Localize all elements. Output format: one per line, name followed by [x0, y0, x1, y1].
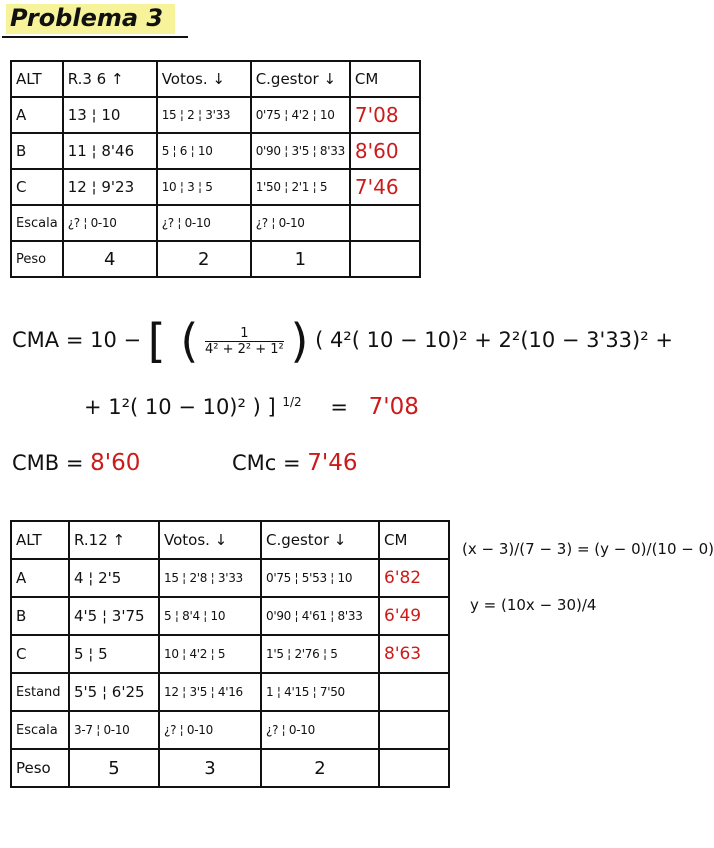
cell-r12: 3-7 ¦ 0-10 [69, 711, 159, 749]
table-row [11, 133, 420, 169]
side-formula-line1: (x − 3)/(7 − 3) = (y − 0)/(10 − 0) [462, 540, 714, 558]
formula-cmb-value: 8'60 [90, 450, 141, 476]
header-cgestor: C.gestor ↓ [251, 61, 350, 97]
cell-cgestor: ¿? ¦ 0-10 [261, 711, 379, 749]
formula-cma-result: 7'08 [368, 394, 419, 420]
open-bracket: [ ( [147, 314, 199, 368]
header-cgestor: C.gestor ↓ [261, 521, 379, 559]
formula-cmc-label: CMc = [232, 451, 301, 475]
cell-cm: 6'49 [379, 597, 449, 635]
table-header-row [11, 521, 449, 559]
cell-votos: ¿? ¦ 0-10 [159, 711, 261, 749]
table-row [11, 97, 420, 133]
row-label: C [11, 169, 63, 205]
row-label: Escala [11, 205, 63, 241]
table-row [11, 597, 449, 635]
cell-votos: 10 ¦ 3 ¦ 5 [157, 169, 251, 205]
cell-cm: 8'60 [350, 133, 420, 169]
cell-votos: 15 ¦ 2'8 ¦ 3'33 [159, 559, 261, 597]
cell-r12: 4'5 ¦ 3'75 [69, 597, 159, 635]
header-alt: ALT [11, 61, 63, 97]
close-paren: ) [290, 314, 309, 368]
cell-cgestor: 1'50 ¦ 2'1 ¦ 5 [251, 169, 350, 205]
cell-votos: 12 ¦ 3'5 ¦ 4'16 [159, 673, 261, 711]
fraction-numerator: 1 [205, 326, 284, 342]
cell-r36: ¿? ¦ 0-10 [63, 205, 157, 241]
table-row [11, 711, 449, 749]
row-label: Escala [11, 711, 69, 749]
cell-cgestor: 0'90 ¦ 3'5 ¦ 8'33 [251, 133, 350, 169]
cell-cm [379, 673, 449, 711]
table-row [11, 749, 449, 787]
cell-cgestor: ¿? ¦ 0-10 [251, 205, 350, 241]
formula-cma-part1: ( 4²( 10 − 10)² + 2²(10 − 3'33)² + [315, 328, 673, 352]
cell-r12: 5 ¦ 5 [69, 635, 159, 673]
cell-cgestor: 0'90 ¦ 4'61 ¦ 8'33 [261, 597, 379, 635]
row-label: B [11, 597, 69, 635]
page-title: Problema 3 [6, 4, 175, 34]
cell-cm: 7'08 [350, 97, 420, 133]
formula-cma-line1 [12, 314, 673, 368]
cell-votos: 5 ¦ 8'4 ¦ 10 [159, 597, 261, 635]
cell-r36: 4 [63, 241, 157, 277]
cell-r12: 4 ¦ 2'5 [69, 559, 159, 597]
header-alt: ALT [11, 521, 69, 559]
formula-cmc [232, 450, 358, 476]
header-r12: R.12 ↑ [69, 521, 159, 559]
cell-cgestor: 0'75 ¦ 5'53 ¦ 10 [261, 559, 379, 597]
formula-cma-line2 [84, 394, 419, 420]
header-votos: Votos. ↓ [159, 521, 261, 559]
cell-votos: 10 ¦ 4'2 ¦ 5 [159, 635, 261, 673]
row-label: C [11, 635, 69, 673]
table-problem3-part1 [10, 60, 421, 278]
cell-cgestor: 0'75 ¦ 4'2 ¦ 10 [251, 97, 350, 133]
formula-cma-fraction [205, 326, 284, 357]
row-label: Peso [11, 749, 69, 787]
table-row [11, 169, 420, 205]
header-r36: R.3 6 ↑ [63, 61, 157, 97]
row-label: A [11, 559, 69, 597]
cell-r36: 12 ¦ 9'23 [63, 169, 157, 205]
table-row [11, 673, 449, 711]
cell-votos: 5 ¦ 6 ¦ 10 [157, 133, 251, 169]
fraction-denominator: 4² + 2² + 1² [204, 341, 284, 357]
cell-cgestor: 1 ¦ 4'15 ¦ 7'50 [261, 673, 379, 711]
formula-cmb [12, 450, 140, 476]
cell-cgestor: 1'5 ¦ 2'76 ¦ 5 [261, 635, 379, 673]
cell-r12: 5'5 ¦ 6'25 [69, 673, 159, 711]
cell-cm: 7'46 [350, 169, 420, 205]
title-underline [2, 36, 188, 38]
cell-cm: 8'63 [379, 635, 449, 673]
cell-r36: 11 ¦ 8'46 [63, 133, 157, 169]
header-cm: CM [350, 61, 420, 97]
table-row [11, 205, 420, 241]
cell-cgestor: 2 [261, 749, 379, 787]
table-row [11, 635, 449, 673]
cell-cm: 6'82 [379, 559, 449, 597]
table-problem3-part2 [10, 520, 450, 788]
table-row [11, 241, 420, 277]
table-header-row [11, 61, 420, 97]
cell-cm [379, 749, 449, 787]
cell-votos: ¿? ¦ 0-10 [157, 205, 251, 241]
cell-cm [350, 205, 420, 241]
side-formula-line2: y = (10x − 30)/4 [470, 596, 597, 614]
cell-cgestor: 1 [251, 241, 350, 277]
cell-votos: 15 ¦ 2 ¦ 3'33 [157, 97, 251, 133]
table-row [11, 559, 449, 597]
formula-cma-lhs: CMA = 10 − [12, 328, 142, 352]
cell-votos: 2 [157, 241, 251, 277]
row-label: Estand [11, 673, 69, 711]
cell-cm [350, 241, 420, 277]
cell-r36: 13 ¦ 10 [63, 97, 157, 133]
header-cm: CM [379, 521, 449, 559]
formula-cmc-value: 7'46 [307, 450, 358, 476]
formula-cma-part2: + 1²( 10 − 10)² ) ] [84, 395, 276, 419]
row-label: Peso [11, 241, 63, 277]
header-votos: Votos. ↓ [157, 61, 251, 97]
formula-cmb-label: CMB = [12, 451, 84, 475]
formula-cma-equals: = [330, 395, 348, 419]
cell-cm [379, 711, 449, 749]
row-label: A [11, 97, 63, 133]
row-label: B [11, 133, 63, 169]
formula-cma-exponent: 1/2 [282, 395, 302, 409]
cell-votos: 3 [159, 749, 261, 787]
cell-r12: 5 [69, 749, 159, 787]
